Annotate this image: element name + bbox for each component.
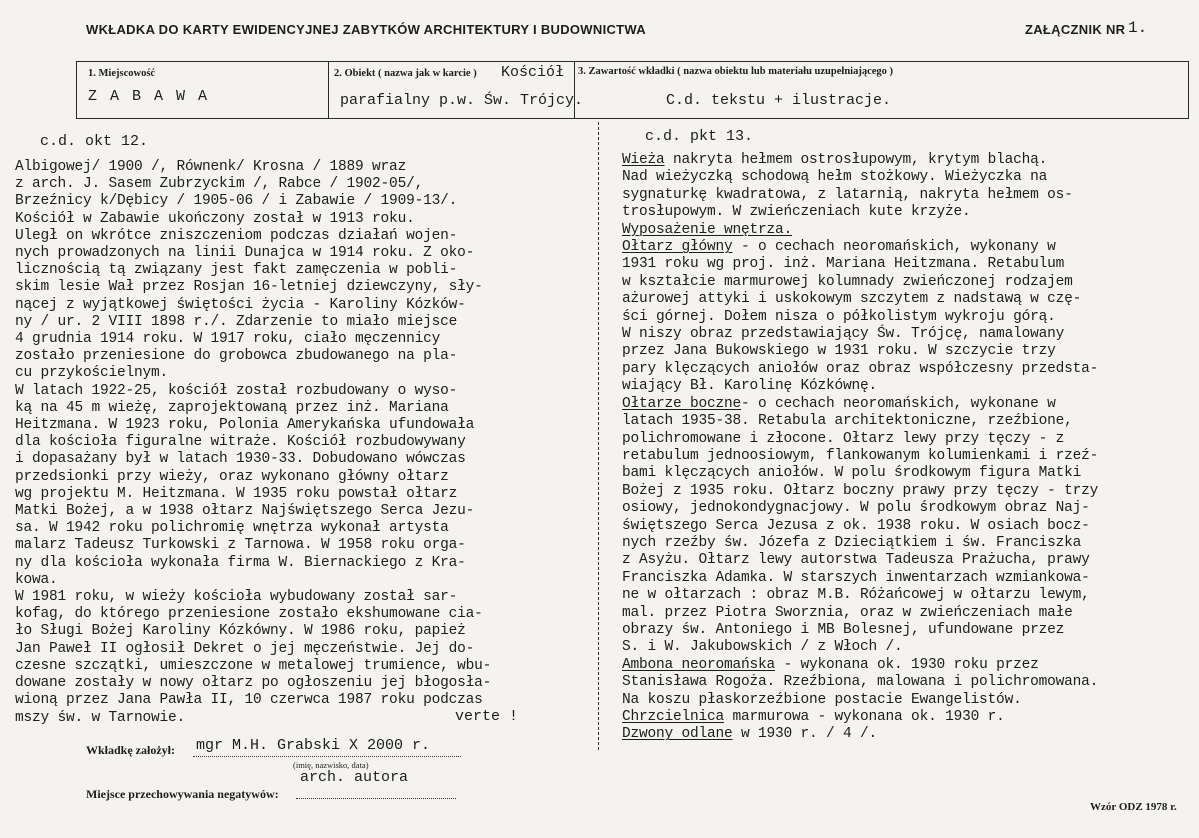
right-text-line bbox=[622, 605, 1098, 622]
right-text-line bbox=[622, 396, 1098, 413]
field-1-value: Z A B A W A bbox=[88, 88, 210, 105]
left-text-line: ny dla kościoła wykonała firma W. Biernackiego z Kra- bbox=[15, 554, 466, 571]
right-text-line bbox=[622, 552, 1098, 569]
line-text: osiowy, jednokondygnacjowy. W polu środkowym obraz Naj- bbox=[622, 500, 1090, 517]
right-text-line bbox=[622, 726, 1098, 743]
left-text-line: Uległ on wkrótce zniszczeniom podczas działań wojen- bbox=[15, 227, 458, 244]
attachment-label: ZAŁĄCZNIK NR bbox=[1025, 22, 1126, 37]
right-text-line bbox=[622, 570, 1098, 587]
right-text-line bbox=[622, 222, 1098, 239]
right-text-line bbox=[622, 274, 1098, 291]
field-1-label: 1. Miejscowość bbox=[88, 68, 156, 79]
left-text-line: Albigowej/ 1900 /, Równenk/ Krosna / 1889 wraz bbox=[15, 159, 407, 175]
left-text-line: Matki Bożej, a w 1938 ołtarz Najświętszego Serca Jezu- bbox=[15, 503, 475, 520]
right-text-line bbox=[622, 256, 1098, 273]
left-text-line: W 1981 roku, w wieży kościoła wybudowany został sar- bbox=[15, 589, 458, 606]
line-text: w kształcie marmurowej kolumnady zwieńczonej rodzajem bbox=[622, 273, 1073, 290]
right-text-line bbox=[622, 291, 1098, 308]
left-text-line: licznością tą związany jest fakt zamęczenia w pobli- bbox=[15, 262, 458, 279]
line-text: S. i W. Jakubowskich / z Włoch /. bbox=[622, 639, 903, 656]
right-text-line bbox=[622, 622, 1098, 639]
right-text-line bbox=[622, 309, 1098, 326]
line-text: przez Jana Bukowskiego w 1931 roku. W szczycie trzy bbox=[622, 343, 1056, 360]
left-text-line: W latach 1922-25, kościół został rozbudowany o wyso- bbox=[15, 382, 458, 399]
form-title: WKŁADKA DO KARTY EWIDENCYJNEJ ZABYTKÓW ARCHITEKTURY I BUDOWNICTWA bbox=[86, 22, 646, 37]
right-text-line bbox=[622, 152, 1098, 169]
right-text-line bbox=[622, 343, 1098, 360]
underlined-heading: Ambona neoromańska bbox=[622, 656, 776, 673]
field-3-value: C.d. tekstu + ilustracje. bbox=[666, 92, 892, 109]
right-text-line bbox=[622, 378, 1098, 395]
right-text-line bbox=[622, 204, 1098, 221]
line-text: W niszy obraz przedstawiający Św. Trójcę, namalowany bbox=[622, 326, 1065, 343]
author-dotted-line bbox=[193, 756, 461, 757]
verte-note: verte ! bbox=[455, 708, 519, 725]
line-text: 1931 roku wg proj. inż. Mariana Heitzmana. Retabulum bbox=[622, 256, 1065, 273]
left-column-heading: c.d. okt 12. bbox=[40, 133, 149, 150]
right-text-line bbox=[622, 483, 1098, 500]
right-text-line bbox=[622, 448, 1098, 465]
line-text: latach 1935-38. Retabula architektoniczne, rzeźbione, bbox=[622, 413, 1073, 430]
left-text-line: Brzeźnicy k/Dębicy / 1905-06 / i Zabawie / 1909-13/. bbox=[15, 193, 458, 210]
line-text: - o cechach neoromańskich, wykonane w bbox=[741, 395, 1056, 412]
left-text-line: skim lesie Wał przez Rosjan 16-letniej dziewczyny, sły- bbox=[15, 279, 483, 296]
left-text-line: nącej z wyjątkowej świętości życia - Karoliny Kózków- bbox=[15, 296, 466, 313]
right-text-line bbox=[622, 535, 1098, 552]
underlined-heading: Ołtarz główny bbox=[622, 239, 733, 256]
form-left-border bbox=[76, 61, 77, 119]
storage-dotted-line bbox=[296, 798, 456, 799]
left-text-line: kowa. bbox=[15, 571, 58, 588]
right-text-line bbox=[622, 639, 1098, 656]
form-top-line bbox=[76, 61, 1188, 62]
underlined-heading: Ołtarze boczne bbox=[622, 395, 742, 412]
storage-value: arch. autora bbox=[300, 769, 409, 786]
line-text: Nad wieżyczką schodową hełm stożkowy. Wieżyczka na bbox=[622, 169, 1048, 186]
left-text-line: dowane zostały w nowy ołtarz po ogłoszeniu jej błogosła- bbox=[15, 675, 492, 692]
line-text: polichromowane i złocone. Ołtarz lewy przy tęczy - z bbox=[622, 430, 1065, 447]
line-text: Na koszu płaskorzeźbione postacie Ewangelistów. bbox=[622, 691, 1022, 708]
form-right-border bbox=[1188, 61, 1189, 119]
field-divider-2 bbox=[574, 61, 575, 119]
right-text-line bbox=[622, 326, 1098, 343]
left-text-line: Jan Paweł II ogłosił Dekret o jej męczeństwie. Jej do- bbox=[15, 640, 475, 657]
left-column-text bbox=[15, 159, 491, 727]
left-text-line: ło Sługi Bożej Karoliny Kózkówny. W 1986 roku, papież bbox=[15, 623, 466, 640]
storage-label: Miejsce przechowywania negatywów: bbox=[86, 787, 279, 801]
field-divider-1 bbox=[328, 61, 329, 119]
right-text-line bbox=[622, 587, 1098, 604]
field-3-label: 3. Zawartość wkładki ( nazwa obiektu lub materiału uzupełniającego ) bbox=[578, 66, 894, 77]
form-code: Wzór ODZ 1978 r. bbox=[1090, 801, 1177, 813]
right-text-line bbox=[622, 709, 1098, 726]
attachment-number: 1. bbox=[1128, 19, 1148, 37]
left-text-line: Heitzmana. W 1923 roku, Polonia Amerykańska ufundowała bbox=[15, 417, 475, 434]
line-text: - wykonana ok. 1930 roku przez bbox=[775, 656, 1039, 673]
line-text: nych rzeźby św. Józefa z Dzieciątkiem i św. Franciszka bbox=[622, 534, 1082, 551]
left-text-line: cu przykościelnym. bbox=[15, 365, 169, 382]
left-text-line: kofag, do którego przeniesione zostało ekshumowane cia- bbox=[15, 606, 483, 623]
underlined-heading: Dzwony odlane bbox=[622, 726, 733, 743]
right-text-line bbox=[622, 169, 1098, 186]
right-text-line bbox=[622, 187, 1098, 204]
author-value: mgr M.H. Grabski X 2000 r. bbox=[196, 737, 431, 754]
left-text-line: ny / ur. 2 VIII 1898 r./. Zdarzenie to miało miejsce bbox=[15, 313, 458, 330]
author-hint: (imię, nazwisko, data) bbox=[293, 760, 369, 770]
right-text-line bbox=[622, 657, 1098, 674]
left-text-line: z arch. J. Sasem Zubrzyckim /, Rabce / 1902-05/, bbox=[15, 176, 424, 193]
right-text-line bbox=[622, 500, 1098, 517]
line-text: w 1930 r. / 4 /. bbox=[732, 726, 878, 743]
field-2-value-a: Kościół bbox=[501, 64, 565, 81]
left-text-line: wg projektu M. Heitzmana. W 1935 roku powstał ołtarz bbox=[15, 485, 458, 502]
line-text: trosłupowym. W zwieńczeniach kute krzyże. bbox=[622, 204, 971, 221]
field-2-value-b: parafialny p.w. Św. Trójcy. bbox=[340, 92, 584, 109]
left-text-line: zostało przeniesione do grobowca zbudowanego na pla- bbox=[15, 348, 458, 365]
line-text: pary klęczących aniołów oraz obraz współczesny przedsta- bbox=[622, 360, 1099, 377]
left-text-line: mszy św. w Tarnowie. bbox=[15, 709, 186, 726]
left-text-line: czesne szczątki, umieszczone w metalowej trumience, wbu- bbox=[15, 657, 492, 674]
left-text-line: przedsionki przy wieży, oraz wykonano główny ołtarz bbox=[15, 468, 449, 485]
line-text: świętszego Serca Jezusa z ok. 1938 roku. W osiach bocz- bbox=[622, 517, 1090, 534]
line-text: ści górnej. Dołem nisza o półkolistym wykroju górą. bbox=[622, 308, 1056, 325]
left-text-line: wioną przez Jana Pawła II, 10 czerwca 1987 roku podczas bbox=[15, 692, 483, 709]
left-text-line: nych prowadzonych na linii Dunajca w 1914 roku. Z oko- bbox=[15, 245, 475, 262]
line-text: Franciszka Adamka. W starszych inwentarzach wzmiankowa- bbox=[622, 569, 1090, 586]
line-text: wiający Bł. Karolinę Kózkównę. bbox=[622, 378, 878, 395]
line-text: bami klęczących aniołów. W polu środkowym figura Matki bbox=[622, 465, 1082, 482]
right-text-line bbox=[622, 239, 1098, 256]
line-text: retabulum jednoosiowym, flankowanym kolumienkami i rzeź- bbox=[622, 447, 1099, 464]
right-text-line bbox=[622, 413, 1098, 430]
left-text-line: i dopasażany był w latach 1930-33. Dobudowano wówczas bbox=[15, 451, 466, 468]
line-text: ażurowej attyki i uskokowym szczytem z nadstawą w czę- bbox=[622, 291, 1082, 308]
form-bottom-line bbox=[76, 118, 1188, 119]
line-text: ne w ołtarzach : obraz M.B. Różańcowej w ołtarzu lewym, bbox=[622, 587, 1090, 604]
right-column-text bbox=[622, 152, 1098, 744]
line-text: sygnaturkę kwadratowa, z latarnią, nakryta hełmem os- bbox=[622, 186, 1073, 203]
underlined-heading: Wieża bbox=[622, 152, 665, 168]
line-text: - o cechach neoromańskich, wykonany w bbox=[732, 239, 1056, 256]
underlined-heading: Wyposażenie wnętrza. bbox=[622, 221, 793, 238]
left-text-line: 4 grudnia 1914 roku. W 1917 roku, ciało męczennicy bbox=[15, 331, 441, 348]
right-text-line bbox=[622, 674, 1098, 691]
right-text-line bbox=[622, 431, 1098, 448]
line-text: nakryta hełmem ostrosłupowym, krytym blachą. bbox=[664, 152, 1048, 168]
line-text: marmurowa - wykonana ok. 1930 r. bbox=[724, 709, 1005, 725]
right-text-line bbox=[622, 692, 1098, 709]
right-column-heading: c.d. pkt 13. bbox=[645, 128, 754, 145]
line-text: z Asyżu. Ołtarz lewy autorstwa Tadeusza Prażucha, prawy bbox=[622, 552, 1090, 569]
left-text-line: sa. W 1942 roku polichromię wnętrza wykonał artysta bbox=[15, 520, 449, 537]
right-text-line bbox=[622, 518, 1098, 535]
column-divider bbox=[598, 122, 599, 750]
line-text: Bożej z 1935 roku. Ołtarz boczny prawy przy tęczy - trzy bbox=[622, 482, 1099, 499]
left-text-line: malarz Tadeusz Turkowski z Tarnowa. W 1958 roku orga- bbox=[15, 537, 466, 554]
underlined-heading: Chrzcielnica bbox=[622, 709, 725, 725]
author-label: Wkładkę założył: bbox=[86, 743, 175, 757]
left-text-line: ką na 45 m wieżę, zaprojektowaną przez inż. Mariana bbox=[15, 399, 449, 416]
line-text: obrazy św. Antoniego i MB Bolesnej, ufundowane przez bbox=[622, 621, 1065, 638]
right-text-line bbox=[622, 465, 1098, 482]
field-2-label: 2. Obiekt ( nazwa jak w karcie ) bbox=[334, 68, 477, 79]
left-text-line: dla kościoła figuralne witraże. Kościół rozbudowywany bbox=[15, 434, 466, 451]
line-text: mal. przez Piotra Sworznia, oraz w zwieńczeniach małe bbox=[622, 604, 1073, 621]
line-text: Stanisława Rogoża. Rzeźbiona, malowana i polichromowana. bbox=[622, 674, 1099, 691]
right-text-line bbox=[622, 361, 1098, 378]
left-text-line: Kościół w Zabawie ukończony został w 1913 roku. bbox=[15, 210, 415, 227]
